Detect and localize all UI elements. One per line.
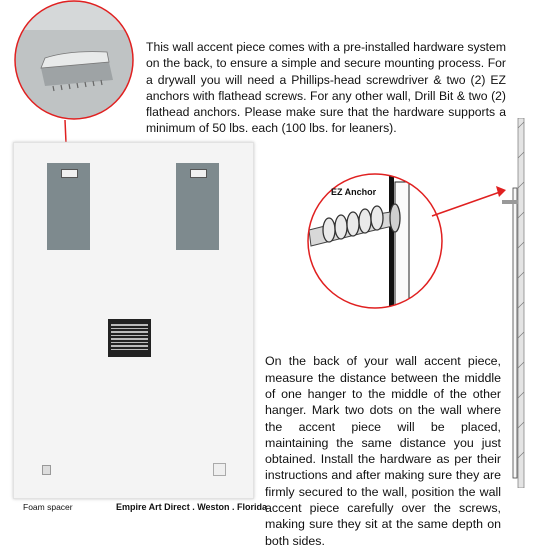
right-hanger (176, 163, 219, 250)
intro-paragraph: This wall accent piece comes with a pre-installed hardware system on the back, to ensure a simple and secure mounting process. For a drywall you will need a Phillips-head screwdriver & two (2) EZ anchors with flathead screws. For any other wall, Drill Bit & two (2) flathead anchors. Please make sure that the hardware supports a minimum of 50 lbs. each (100 lbs. for leaners). (146, 40, 506, 136)
foam-spacer-label: Foam spacer (23, 502, 73, 512)
wall-callout-arrow (430, 180, 510, 220)
left-hanger-hook (61, 169, 78, 178)
foam-spacer-right (213, 463, 226, 476)
wall-side-view (500, 118, 532, 488)
hardware-label-sticker (108, 319, 151, 357)
ez-anchor-label: EZ Anchor (331, 187, 377, 197)
hanger-closeup (9, 0, 139, 123)
brand-company: Empire Art Direct (116, 502, 190, 512)
brand-line (116, 502, 267, 512)
mounting-instructions: On the back of your wall accent piece, measure the distance between the middle of one hanger to the middle of the other hanger. Mark two dots on the wall where the accent piece will be placed, maintaining the same distance you just obtained. Install the hardware as per their instructions and after making sure they are firmly secured to the wall, position the wall accent piece carefully over the screws, making sure they sit at the same depth on both sides. (265, 354, 501, 548)
brand-location: . Weston . Florida (192, 502, 268, 512)
right-hanger-hook (190, 169, 207, 178)
foam-spacer-left (42, 465, 51, 475)
left-hanger (47, 163, 90, 250)
wall-piece-back-panel (13, 142, 254, 499)
